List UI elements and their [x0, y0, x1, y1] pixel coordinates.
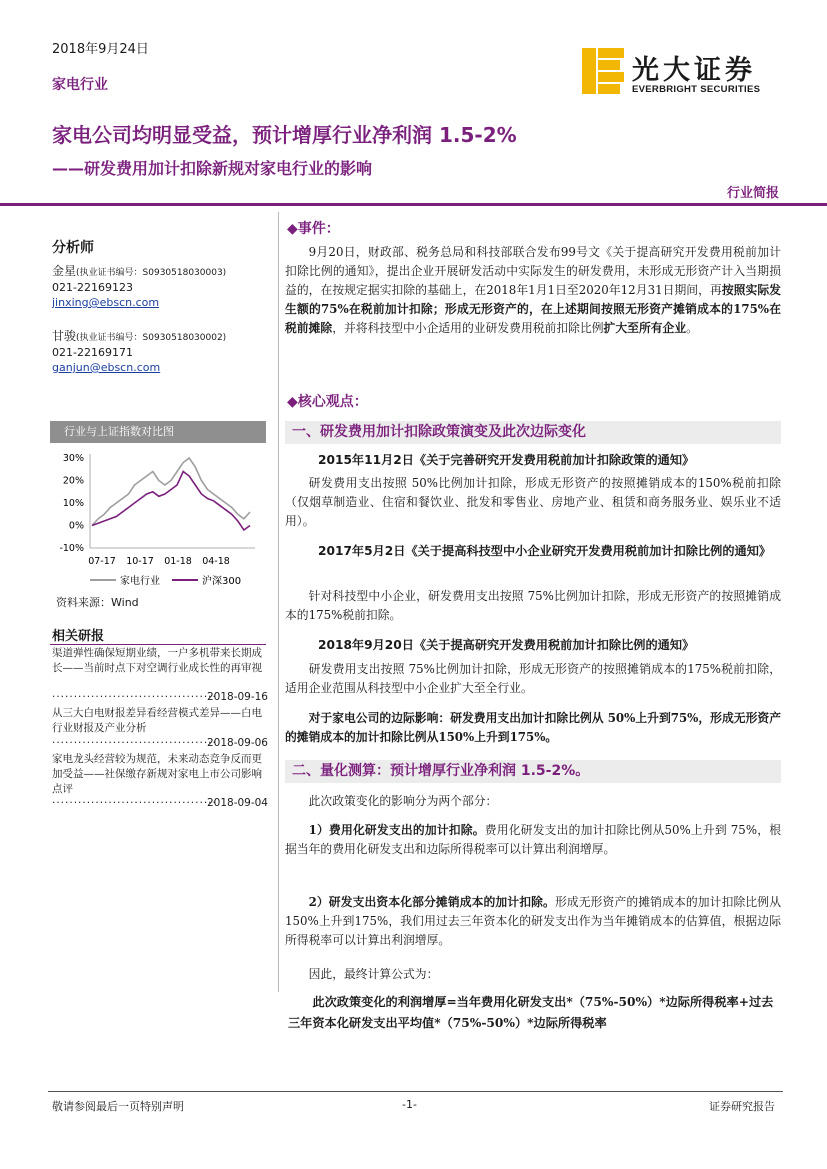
related-divider: [50, 644, 266, 645]
legend-label-1: 沪深300: [202, 576, 242, 587]
header-divider: [0, 203, 827, 206]
legend: [90, 574, 241, 587]
quant-part-2: [285, 893, 781, 950]
analyst-1-phone: 021-22169123: [52, 281, 133, 294]
quant-part-2-head: 2）研发支出资本化部分摊销成本的加计扣除。: [308, 895, 555, 909]
quant-intro-text: 此次政策变化的影响分为两个部分：: [308, 794, 498, 808]
x-tick-label: 10-17: [126, 556, 154, 567]
quant-intro: [285, 792, 781, 811]
page-subtitle: ——研发费用加计扣除新规对家电行业的影响: [52, 159, 373, 178]
analyst-1-license: (执业证书编号：S0930518030003): [76, 268, 227, 278]
y-tick-label: -10%: [59, 543, 84, 554]
footer-divider: [48, 1091, 783, 1092]
page-title: 家电公司均明显受益，预计增厚行业净利润 1.5-2%: [52, 123, 517, 147]
series-home-appliance-line: [92, 458, 250, 526]
policy-2015-heading: 2015年11月2日《关于完善研究开发费用税前加计扣除政策的通知》: [318, 453, 695, 467]
event-bold-2: 扩大至所有企业: [603, 321, 687, 335]
quant-part-1-head: 1）费用化研发支出的加计扣除。: [308, 823, 485, 837]
marginal-impact-paragraph: 对于家电公司的边际影响：研发费用支出加计扣除比例从 50%上升到75%，形成无形资产的摊销成本的加计扣除比例从150%上升到175%。: [285, 711, 781, 744]
section-1-title: 一、研发费用加计扣除政策演变及此次边际变化: [292, 424, 586, 440]
analyst-2-phone: 021-22169171: [52, 346, 133, 359]
related-item-1-date-row: [52, 691, 268, 703]
column-divider: [278, 212, 279, 992]
analyst-heading: 分析师: [52, 240, 94, 256]
legend-label-0: 家电行业: [120, 576, 160, 587]
leader-dots: ······································: [52, 691, 217, 703]
related-item-3-title[interactable]: 家电龙头经营较为规范，未来动态竞争反而更加受益——社保缴存新规对家电上市公司影响点评: [52, 753, 262, 795]
policy-2018-text: [285, 660, 781, 698]
related-item-3-date-row: [52, 797, 268, 809]
related-item-2-date: 2018-09-06: [206, 737, 268, 749]
formula-text: 此次政策变化的利润增厚=当年费用化研发支出*（75%-50%）*边际所得税率+过去三年资本化研发支出平均值*（75%-50%）*边际所得税率: [288, 995, 774, 1030]
related-item-2-title[interactable]: 从三大白电财报差异看经营模式差异——白电行业财报及产业分析: [52, 707, 262, 734]
report-type: 行业简报: [726, 186, 779, 201]
everbright-logo-icon: [582, 48, 626, 96]
leader-dots: ······································: [52, 797, 217, 809]
quant-part-2-text: 形成无形资产的摊销成本的加计扣除比例从150%上升到175%，我们用过去三年资本化的研发支出作为当年摊销成本的估算值，根据边际所得税率可以计算出利润增厚。: [285, 895, 781, 947]
policy-2017-paragraph: 针对科技型中小企业，研发费用支出按照 75%比例加计扣除，形成无形资产的按照摊销成本的175%税前扣除。: [285, 589, 781, 622]
core-heading: ◆核心观点：: [287, 394, 368, 410]
x-tick-label: 07-17: [88, 556, 116, 567]
comparison-chart: [50, 446, 266, 594]
y-tick-label: 20%: [62, 475, 84, 487]
chart-source: 资料来源：Wind: [56, 596, 139, 609]
analyst-2-email[interactable]: ganjun@ebscn.com: [52, 361, 161, 374]
related-item-1-title[interactable]: 渠道弹性确保短期业绩，一户多机带来长期成长——当前时点下对空调行业成长性的再审视: [52, 647, 262, 674]
formula: [288, 992, 781, 1034]
related-item-1-date: 2018-09-16: [206, 691, 268, 703]
x-tick-label: 01-18: [164, 556, 192, 567]
y-tick-label: 30%: [62, 453, 84, 464]
policy-2018-paragraph: 研发费用支出按照 75%比例加计扣除，形成无形资产的按照摊销成本的175%税前扣除，适用企业范围从科技型中小企业扩大至全行业。: [285, 662, 781, 695]
analyst-2-license: (执业证书编号：S0930518030002): [76, 333, 227, 343]
y-tick-label: 0%: [68, 520, 84, 532]
industry-label: 家电行业: [52, 77, 108, 93]
policy-2015-paragraph: 研发费用支出按照 50%比例加计扣除，形成无形资产的按照摊销成本的150%税前扣除（仅烟草制造业、住宿和餐饮业、批发和零售业、房地产业、租赁和商务服务业、娱乐业不适用）。: [285, 476, 781, 528]
policy-2015-text: [285, 474, 781, 531]
related-item-3-date: 2018-09-04: [206, 797, 268, 809]
analyst-1-email[interactable]: jinxing@ebscn.com: [52, 296, 160, 309]
chart-title: 行业与上证指数对比图: [64, 425, 174, 438]
chart-header: [50, 421, 266, 443]
analyst-1-name-text: 金星: [52, 264, 77, 278]
leader-dots: ······································: [52, 737, 217, 749]
analyst-2-name-text: 甘骏: [52, 329, 77, 343]
quant-conclude-text: 因此，最终计算公式为：: [308, 967, 439, 981]
event-bold-1: 按照实际发生额的75%在税前加计扣除；形成无形资产的，在上述期间按照无形资产摊销成本的175%在税前摊除: [285, 283, 781, 335]
report-date: 2018年9月24日: [52, 42, 149, 57]
policy-2018-heading: 2018年9月20日《关于提高研究开发费用税前加计扣除比例的通知》: [318, 638, 695, 652]
brand-name-cn: 光大证券: [632, 55, 756, 86]
quant-part-1: [285, 821, 781, 859]
event-end: 。: [686, 321, 698, 335]
policy-2017-heading: 2017年5月2日《关于提高科技型中小企业研究开发费用税前加计扣除比例的通知》: [318, 544, 772, 558]
marginal-impact: [285, 709, 781, 747]
footer-disclaimer[interactable]: 敬请参阅最后一页特别声明: [52, 1100, 184, 1113]
section-2-title: 二、量化测算：预计增厚行业净利润 1.5-2%。: [292, 763, 590, 779]
quant-conclude: [285, 965, 781, 984]
policy-2017-text: [285, 587, 781, 625]
event-mid: ，并将科技型中小企适用的业研发费用税前扣除比例: [332, 321, 604, 335]
analyst-2-name: [52, 327, 226, 344]
related-item-2-date-row: [52, 737, 268, 749]
analyst-1-name: [52, 262, 226, 279]
brand-name-en: EVERBRIGHT SECURITIES: [632, 84, 761, 95]
footer-report-label: 证券研究报告: [709, 1100, 775, 1113]
x-tick-label: 04-18: [202, 556, 230, 567]
quant-part-1-text: 费用化研发支出的加计扣除比例从50%上升到 75%，根据当年的费用化研发支出和边际所得税率可以计算出利润增厚。: [285, 823, 781, 856]
y-axis: [59, 453, 84, 554]
event-text: 9月20日，财政部、税务总局和科技部联合发布99号文《关于提高研究开发费用税前加计扣除比例的通知》，提出企业开展研发活动中实际发生的研发费用，未形成无形资产计入当期损益的，在按规定据实扣除的基础上，在2018年1月1日至2020年12月31日期间，再: [285, 245, 781, 297]
event-heading: ◆事件：: [287, 221, 340, 237]
x-axis: [88, 556, 230, 567]
related-heading: 相关研报: [52, 629, 105, 644]
page-number: -1-: [402, 1098, 417, 1111]
y-tick-label: 10%: [62, 498, 84, 509]
event-paragraph: [285, 243, 781, 338]
